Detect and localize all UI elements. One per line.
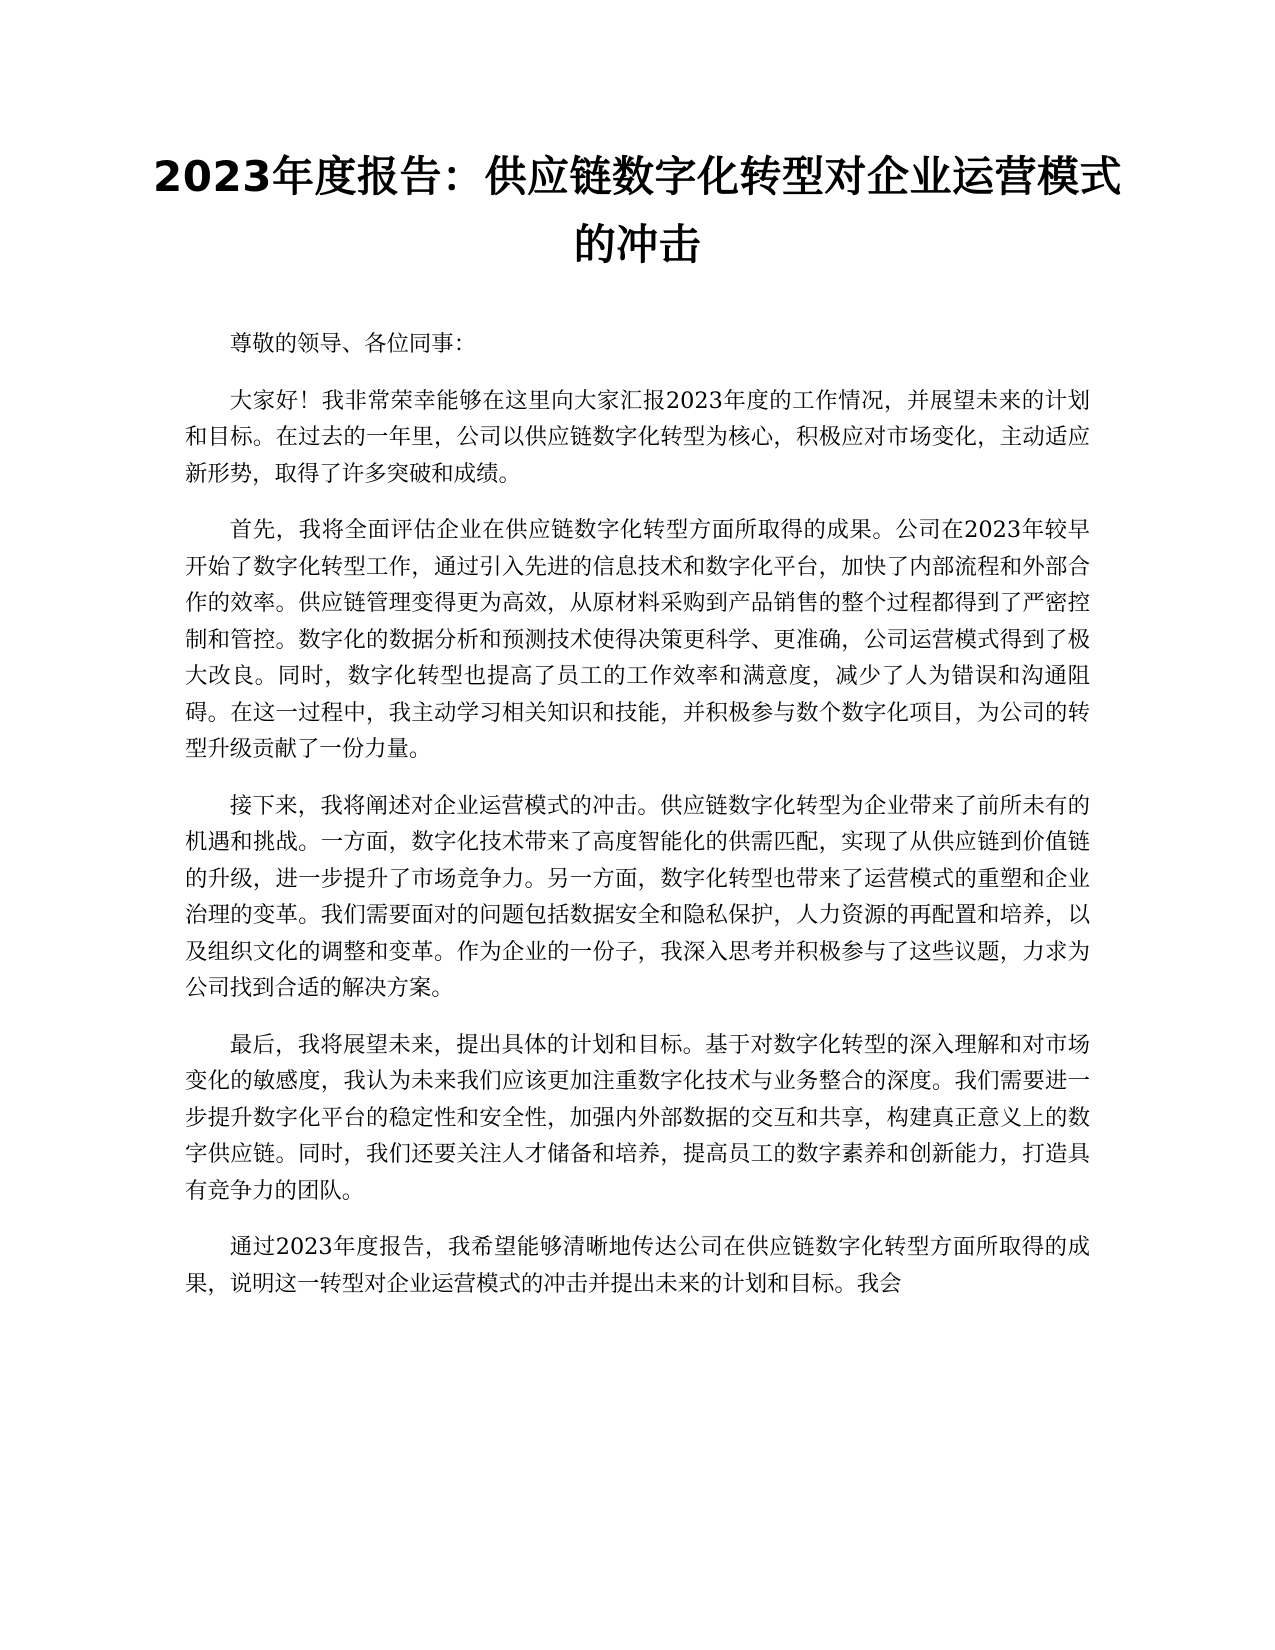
- salutation: 尊敬的领导、各位同事：: [229, 331, 477, 357]
- paragraph-outlook: 最后，我将展望未来，提出具体的计划和目标。基于对数字化转型的深入理解和对市场变化的敏感度，我认为未来我们应该更加注重数字化技术与业务整合的深度。我们需要进一步提升数字化平台的稳定性和安全性，加强内外部数据的交互和共享，构建真正意义上的数字供应链。同时，我们还要关注人才储备和培养，提高员工的数字素养和创新能力，打造具有竞争力的团队。: [185, 1031, 1090, 1204]
- paragraph-greeting: 大家好！我非常荣幸能够在这里向大家汇报2023年度的工作情况，并展望未来的计划和目标。在过去的一年里，公司以供应链数字化转型为核心，积极应对市场变化，主动适应新形势，取得了许多突破和成绩。: [185, 387, 1090, 487]
- document-body: [185, 326, 1090, 1322]
- paragraph-impact: 接下来，我将阐述对企业运营模式的冲击。供应链数字化转型为企业带来了前所未有的机遇和挑战。一方面，数字化技术带来了高度智能化的供需匹配，实现了从供应链到价值链的升级，进一步提升了市场竞争力。另一方面，数字化转型也带来了运营模式的重塑和企业治理的变革。我们需要面对的问题包括数据安全和隐私保护，人力资源的再配置和培养，以及组织文化的调整和变革。作为企业的一份子，我深入思考并积极参与了这些议题，力求为公司找到合适的解决方案。: [185, 792, 1090, 1001]
- paragraph-conclusion: 通过2023年度报告，我希望能够清晰地传达公司在供应链数字化转型方面所取得的成果，说明这一转型对企业运营模式的冲击并提出未来的计划和目标。我会: [185, 1234, 1090, 1297]
- document-title: 2023年度报告：供应链数字化转型对企业运营模式的冲击: [153, 152, 1122, 269]
- paragraph-achievements: 首先，我将全面评估企业在供应链数字化转型方面所取得的成果。公司在2023年较早开始了数字化转型工作，通过引入先进的信息技术和数字化平台，加快了内部流程和外部合作的效率。供应链管理变得更为高效，从原材料采购到产品销售的整个过程都得到了严密控制和管控。数字化的数据分析和预测技术使得决策更科学、更准确，公司运营模式得到了极大改良。同时，数字化转型也提高了员工的工作效率和满意度，减少了人为错误和沟通阻碍。在这一过程中，我主动学习相关知识和技能，并积极参与数个数字化项目，为公司的转型升级贡献了一份力量。: [185, 517, 1090, 762]
